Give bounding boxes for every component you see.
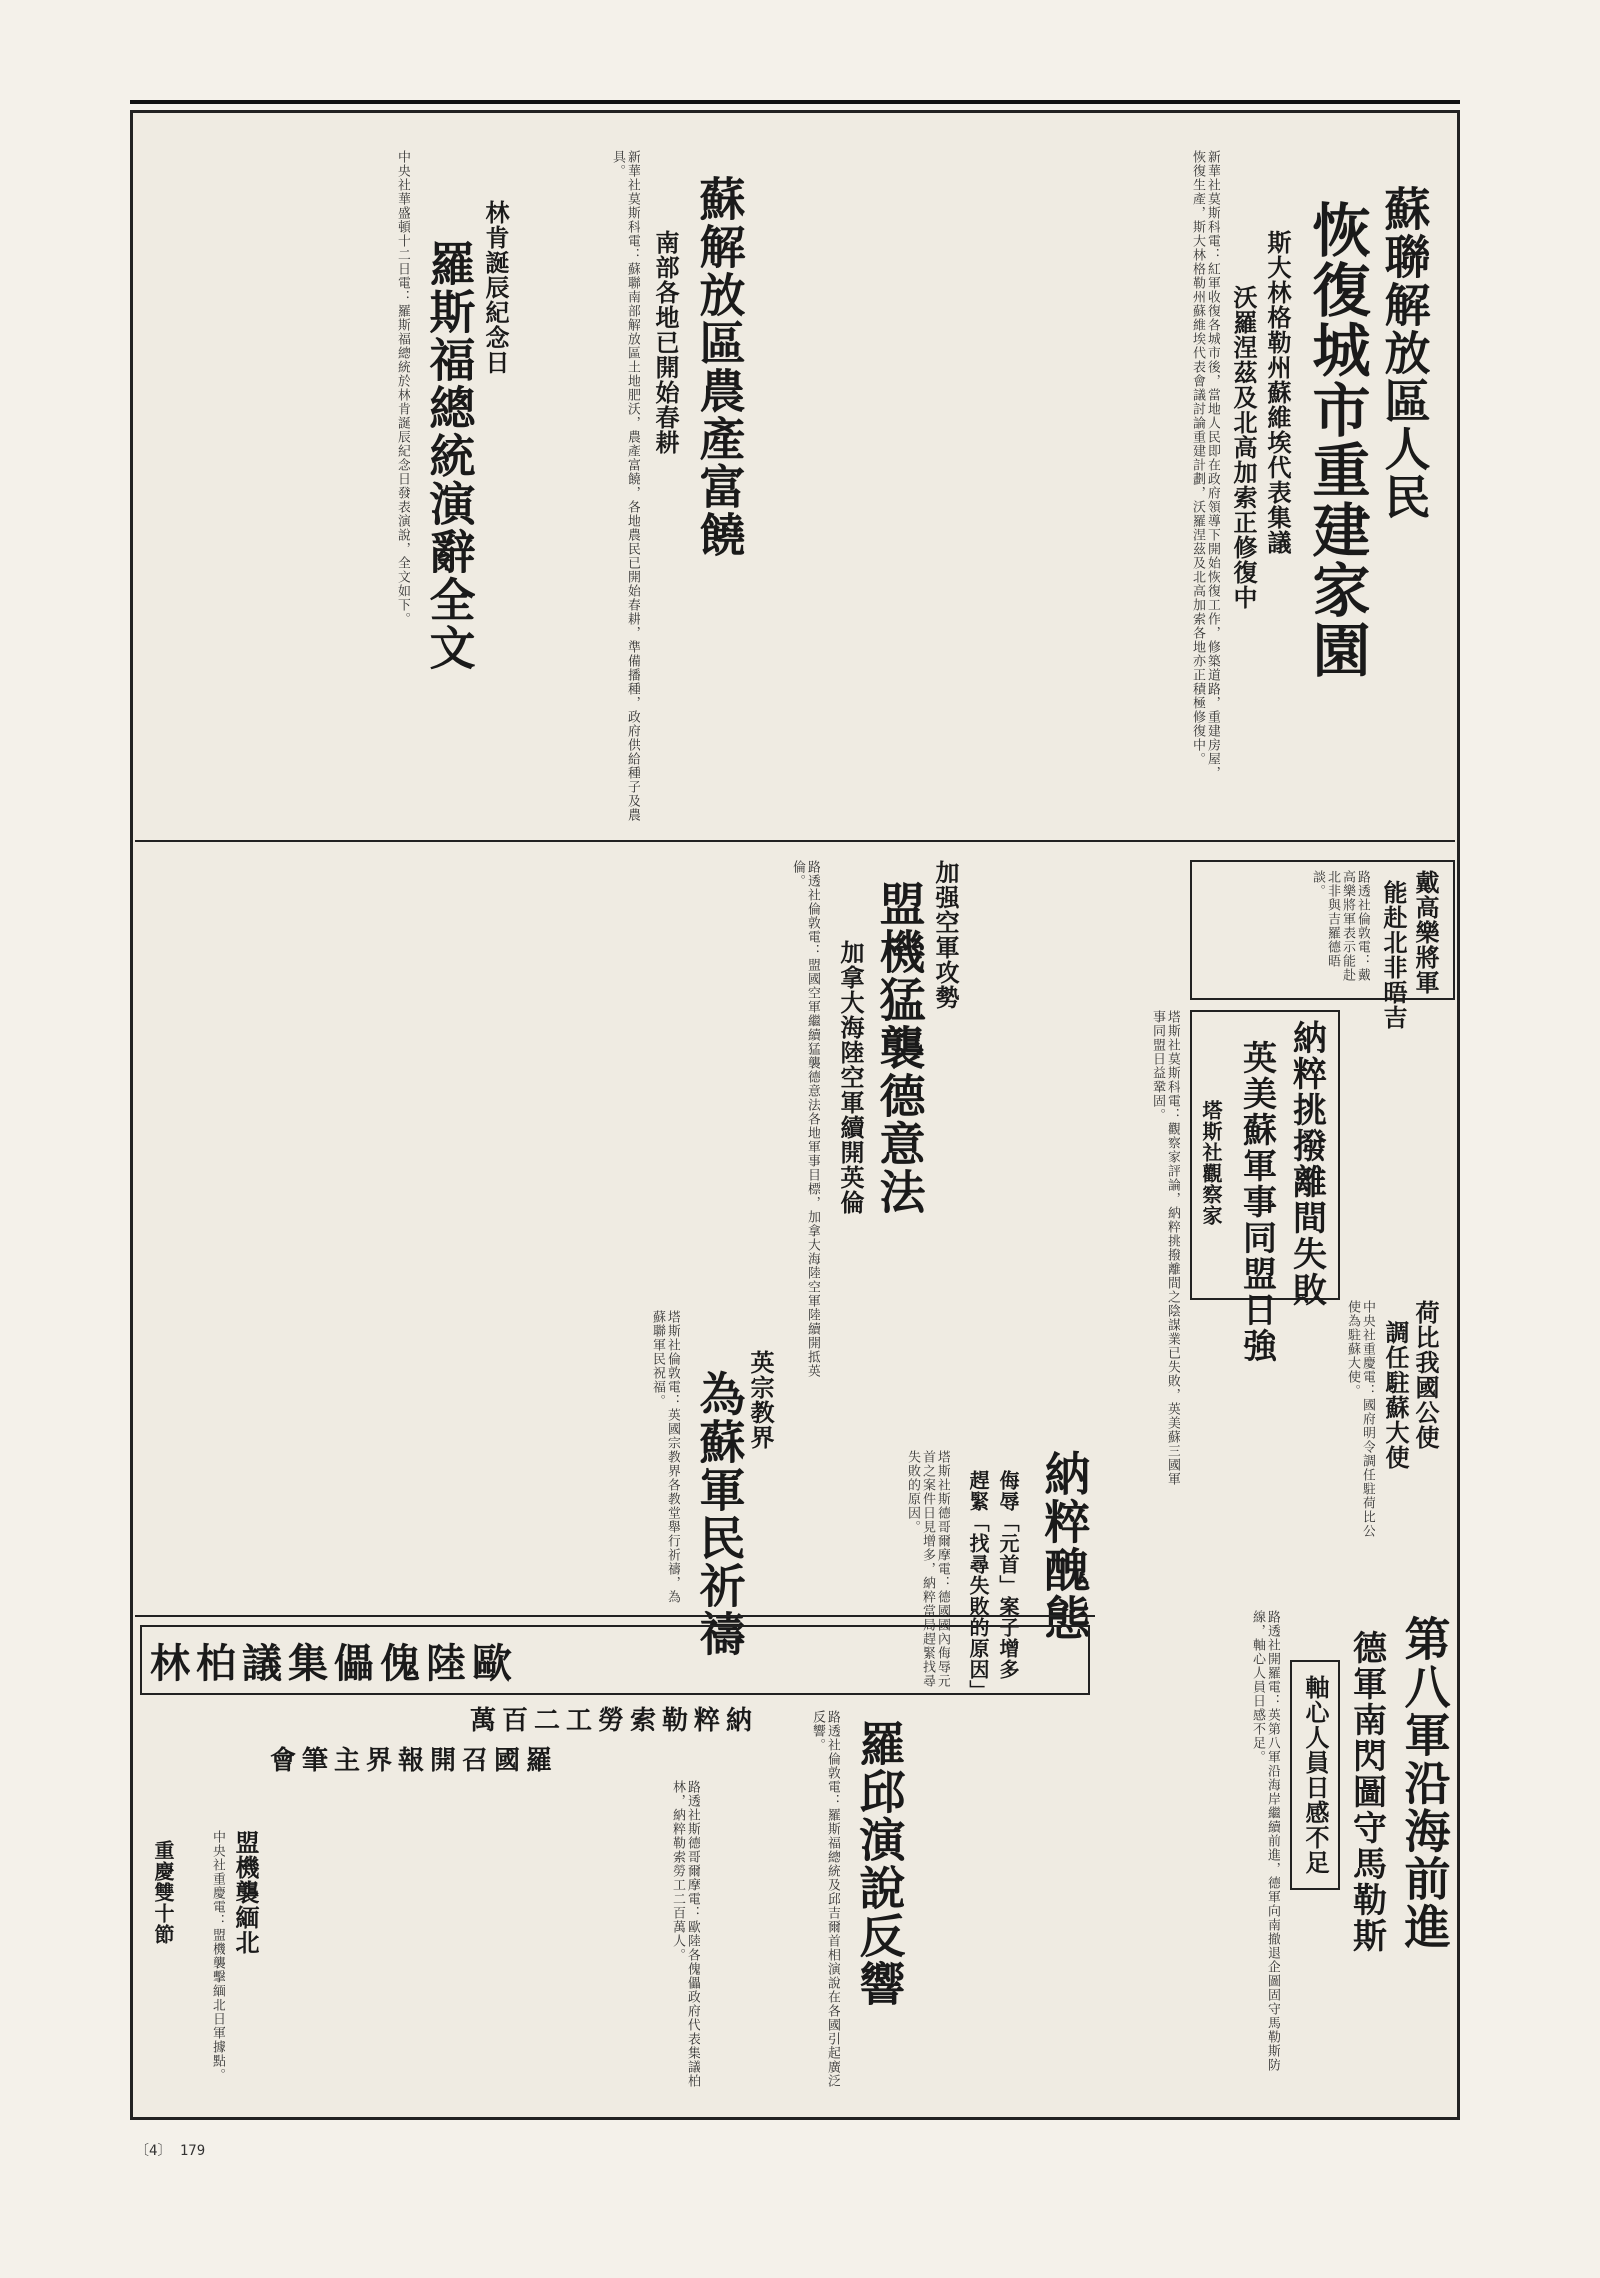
air-kicker: 加强空軍攻勢: [931, 860, 960, 1010]
lincoln-body: 中央社華盛頓十二日電：羅斯福總統於林肯誕辰紀念日發表演說，全文如下。: [395, 150, 410, 626]
agri-headline: 蘇解放區農產富饒: [692, 175, 747, 559]
lincoln-headline: 羅斯福總統演辭全文: [422, 240, 477, 672]
rome-body: 路透社倫敦電：羅斯福總統及邱吉爾首相演說在各國引起廣泛反響。: [810, 1710, 840, 2088]
berlin-body: 路透社斯德哥爾摩電：歐陸各傀儡政府代表集議柏林，納粹勒索勞工二百萬人。: [670, 1780, 700, 2088]
soviet-body: 新華社莫斯科電：紅軍收復各城市後，當地人民即在政府領導下開始恢復工作，修築道路，重建房屋，恢復生產，斯大林格勒州蘇維埃代表會議討論重建計劃，沃羅涅茲及北高加索各地亦正積極修復中。: [1190, 150, 1220, 780]
french-body: 路透社倫敦電：戴高樂將軍表示能赴北非與吉羅德晤談。: [1310, 870, 1370, 982]
french-headline-1: 戴高樂將軍: [1411, 870, 1440, 995]
commentary-body: 塔斯社莫斯科電：觀察家評論，納粹挑撥離間之陰謀業已失敗，英美蘇三國軍事同盟日益鞏固。: [1150, 1010, 1180, 1486]
soviet-headline: 恢復城市重建家園: [1302, 200, 1371, 680]
eighth-body: 路透社開羅電：英第八軍沿海岸繼續前進，德軍向南撤退企圖固守馬勒斯防線，軸心人員日感不足。: [1250, 1610, 1280, 2072]
envoy-headline-1: 荷比我國公使: [1411, 1300, 1440, 1450]
berlin-headline-1: 歐陸傀儡集議柏林: [150, 1640, 518, 1687]
north-body: 中央社重慶電：盟機襲擊緬北日軍據點。: [210, 1830, 225, 2082]
commentary-headline-2: 英美蘇軍事同盟日強: [1236, 1040, 1277, 1364]
air-deck: 加拿大海陸空軍續開英倫: [836, 940, 865, 1215]
soviet-deck-1: 斯大林格勒州蘇維埃代表集議: [1263, 230, 1292, 555]
agri-body: 新華社莫斯科電：蘇聯南部解放區土地肥沃，農產富饒，各地農民已開始春耕，準備播種，政府供給種子及農具。: [610, 150, 640, 822]
eighth-deck: 德軍南閃圖守馬勒斯: [1346, 1630, 1387, 1954]
soviet-kicker: 蘇聯解放區人民: [1377, 185, 1432, 521]
berlin-headline-3: 羅國召開報界主筆會: [270, 1746, 559, 1776]
commentary-headline-1: 納粹挑撥離間失敗: [1286, 1020, 1327, 1308]
nazi-body: 塔斯社斯德哥爾摩電：德國國內侮辱元首之案件日見增多，納粹當局趕緊找尋失敗的原因。: [905, 1450, 950, 1688]
air-body: 路透社倫敦電：盟國空軍繼續猛襲德意法各地軍事目標，加拿大海陸空軍陸續開抵英倫。: [790, 860, 820, 1378]
nazi-deck-1: 侮辱「元首」案子增多: [996, 1470, 1020, 1680]
page-footer: 〔4〕 179: [135, 2143, 206, 2159]
berlin-headline-2: 納粹勒索勞工二百萬: [470, 1706, 759, 1736]
nazi-headline: 納粹醜態: [1037, 1450, 1092, 1642]
rome-headline: 羅邱演說反響: [852, 1720, 907, 2008]
lincoln-deck: 林肯誕辰紀念日: [481, 200, 510, 375]
eighth-box-text: 軸心人員日感不足: [1301, 1675, 1330, 1875]
agri-deck: 南部各地已開始春耕: [651, 230, 680, 455]
lower-band-rule: [135, 1615, 1095, 1617]
eighth-headline: 第八軍沿海前進: [1397, 1615, 1452, 1951]
north-headline: 盟機襲緬北: [231, 1830, 260, 1955]
commentary-byline: 塔斯社觀察家: [1199, 1100, 1223, 1226]
envoy-headline-2: 調任駐蘇大使: [1381, 1320, 1410, 1470]
prayer-kicker: 英宗教界: [746, 1350, 775, 1450]
chongqing-headline: 重慶雙十節: [151, 1840, 175, 1945]
top-rule: [130, 100, 1460, 104]
upper-band-rule: [135, 840, 1455, 842]
prayer-headline: 為蘇軍民祈禱: [692, 1370, 747, 1658]
soviet-deck-2: 沃羅涅茲及北高加索正修復中: [1229, 285, 1258, 610]
nazi-deck-2: 趕緊「找尋失敗的原因」: [966, 1470, 990, 1701]
french-headline-2: 能赴北非晤吉: [1379, 880, 1408, 1030]
air-headline: 盟機猛襲德意法: [872, 880, 927, 1216]
envoy-body: 中央社重慶電：國府明令調任駐荷比公使為駐蘇大使。: [1345, 1300, 1375, 1538]
prayer-body: 塔斯社倫敦電：英國宗教界各教堂舉行祈禱，為蘇聯軍民祝福。: [650, 1310, 680, 1604]
